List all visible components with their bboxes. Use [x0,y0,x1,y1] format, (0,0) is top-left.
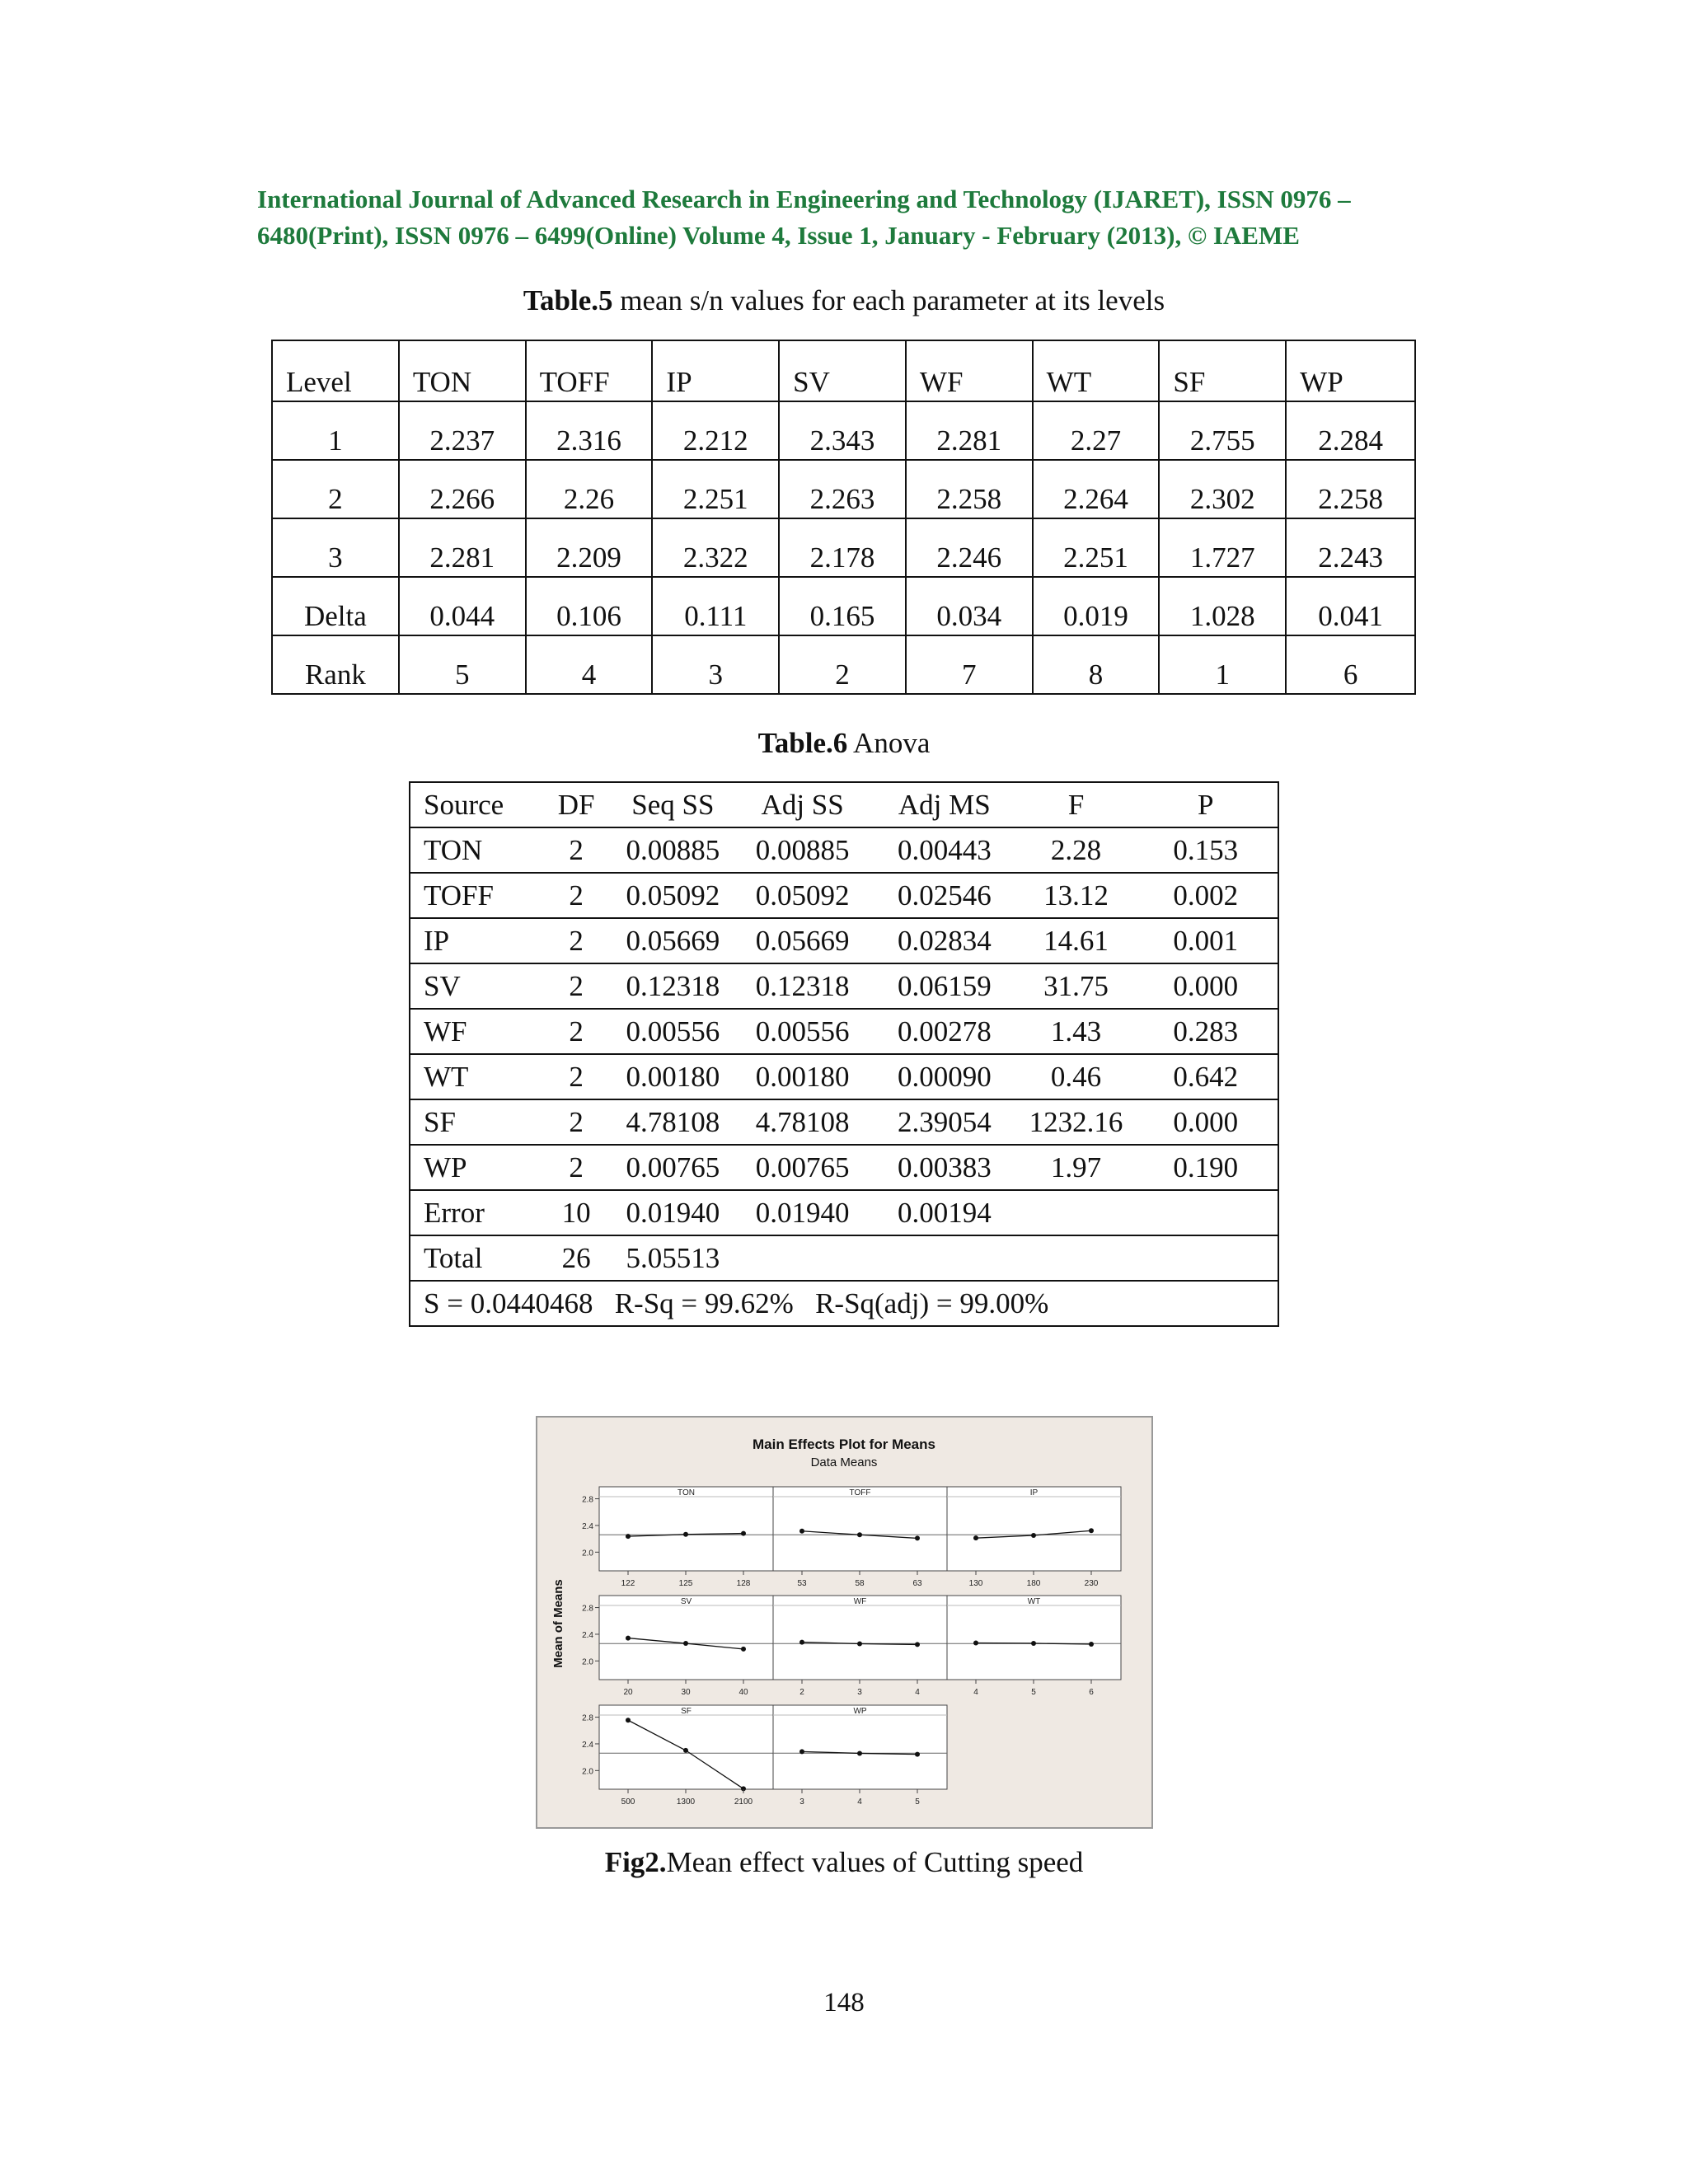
table5-cell: 2.302 [1159,460,1286,518]
table6-cell: 5.05513 [612,1235,735,1281]
x-tick-label: 1300 [676,1797,696,1807]
table6-cell: 0.02834 [870,918,1019,963]
table6-cell: 1.97 [1019,1145,1134,1190]
table6-cell: 13.12 [1019,873,1134,918]
table5-cell: 2.209 [526,518,653,577]
main-effects-figure [536,1416,1153,1829]
table6-cell [1133,1190,1278,1235]
table6-row [410,1099,1278,1145]
table6-cell: 0.00090 [870,1054,1019,1099]
table5-cell: 0.034 [906,577,1033,635]
panel-frame-wp [773,1705,947,1789]
table5-cell: 2.258 [1286,460,1415,518]
x-tick-label: 500 [621,1797,635,1807]
data-point [626,1636,631,1641]
chart-panels [582,1487,1121,1807]
table6-cell: 2 [542,1009,612,1054]
y-tick-label: 2.4 [582,1740,593,1750]
table5-cell: 1.028 [1159,577,1286,635]
x-tick-label: 40 [738,1688,748,1697]
table6-cell: 0.00278 [870,1009,1019,1054]
table6-cell: 0.12318 [612,963,735,1009]
table6-cell: 0.153 [1133,827,1278,873]
table6-cell [1019,1235,1134,1281]
data-point [683,1748,688,1753]
table6-cell: TON [410,827,542,873]
table5-cell: 2.284 [1286,401,1415,460]
table5-cell: 0.041 [1286,577,1415,635]
table6-cell: 14.61 [1019,918,1134,963]
table6-cell: 31.75 [1019,963,1134,1009]
table5-cell: 6 [1286,635,1415,694]
table5-row [272,401,1415,460]
table6-header-cell: F [1019,782,1134,827]
panel-label-toff: TOFF [849,1488,871,1497]
table5-cell: 2.246 [906,518,1033,577]
table5-cell: 2.264 [1033,460,1160,518]
y-tick-label: 2.4 [582,1630,593,1640]
table6-cell: SV [410,963,542,1009]
data-point [1031,1533,1036,1538]
table6-cell: 0.01940 [612,1190,735,1235]
table6-cell [734,1235,870,1281]
panel-label-sf: SF [681,1707,692,1716]
panel-frame-wf [773,1596,947,1680]
data-point [915,1535,920,1540]
table6-cell: 0.46 [1019,1054,1134,1099]
table5-cell: 2.27 [1033,401,1160,460]
panel-label-wt: WT [1027,1597,1041,1606]
table6-header-cell: P [1133,782,1278,827]
data-point [915,1752,920,1757]
table6-cell: 0.00443 [870,827,1019,873]
table5-row [272,577,1415,635]
anova-table [409,781,1279,1327]
table5-header-cell: WP [1286,340,1415,401]
x-tick-label: 3 [799,1797,804,1807]
x-tick-label: 5 [1031,1688,1036,1697]
table5-header-cell: SF [1159,340,1286,401]
table6-row [410,1190,1278,1235]
table5-cell: 2.281 [399,518,526,577]
table6-header-cell: Source [410,782,542,827]
table6-caption-label: Table.6 [757,727,848,759]
table6-cell: 0.05669 [612,918,735,963]
table6-cell: 2 [542,873,612,918]
x-tick-label: 5 [915,1797,920,1807]
table6-cell: SF [410,1099,542,1145]
x-tick-label: 4 [857,1797,862,1807]
journal-header [257,181,1461,254]
table6-cell: 2.28 [1019,827,1134,873]
table5-cell: 1 [272,401,399,460]
table5-header-row [272,340,1415,401]
panel-label-ip: IP [1029,1488,1039,1497]
table6-cell: 1.43 [1019,1009,1134,1054]
data-point [741,1531,746,1536]
table5-cell: 2.343 [779,401,906,460]
table5-cell: 2.26 [526,460,653,518]
table6-cell: 2 [542,1054,612,1099]
table5-cell: 2.178 [779,518,906,577]
data-point [857,1750,862,1755]
table5-header-cell: TOFF [526,340,653,401]
table6-cell: 0.00194 [870,1190,1019,1235]
x-tick-label: 3 [857,1688,862,1697]
table6-row [410,918,1278,963]
table5-header-cell: WT [1033,340,1160,401]
table5-cell: 2.251 [652,460,779,518]
table5-row [272,635,1415,694]
panel-frame-toff [773,1487,947,1571]
x-tick-label: 53 [797,1579,807,1588]
data-point [799,1640,804,1645]
table5-caption-text: mean s/n values for each parameter at its levels [612,284,1165,316]
x-tick-label: 4 [915,1688,920,1697]
x-tick-label: 63 [912,1579,922,1588]
table5-cell: 2.212 [652,401,779,460]
table6-caption [0,727,1688,760]
table6-cell [1133,1235,1278,1281]
table6-cell: 2 [542,918,612,963]
data-point [973,1535,978,1540]
table6-cell: 0.00885 [734,827,870,873]
table6-cell: 2 [542,827,612,873]
table6-cell: 10 [542,1190,612,1235]
table5-cell: 7 [906,635,1033,694]
table6-cell: 2.39054 [870,1099,1019,1145]
table5-cell: 2.263 [779,460,906,518]
table6-cell: 0.00180 [612,1054,735,1099]
x-tick-label: 128 [736,1579,751,1588]
data-point [683,1641,688,1646]
table6-cell: 0.00885 [612,827,735,873]
table6-row [410,827,1278,873]
panel-frame-ton [599,1487,773,1571]
table5-header-cell: SV [779,340,906,401]
table6-cell: 4.78108 [734,1099,870,1145]
x-tick-label: 20 [623,1688,633,1697]
data-point [915,1642,920,1647]
y-tick-label: 2.0 [582,1657,593,1667]
table6-cell: 0.00556 [612,1009,735,1054]
data-point [857,1532,862,1537]
figure-caption-text: Mean effect values of Cutting speed [666,1846,1084,1878]
table6-caption-text: Anova [847,727,931,759]
x-tick-label: 4 [973,1688,978,1697]
table6-cell: 0.000 [1133,1099,1278,1145]
table6-cell: 0.05092 [734,873,870,918]
data-point [799,1529,804,1534]
table5-cell: 4 [526,635,653,694]
table5-cell: 0.044 [399,577,526,635]
table5-cell: 2.258 [906,460,1033,518]
panel-frame-sv [599,1596,773,1680]
table6-header-cell: Seq SS [612,782,735,827]
x-tick-label: 230 [1084,1579,1099,1588]
table5-caption-label: Table.5 [523,284,613,316]
table6-cell: 0.12318 [734,963,870,1009]
table5-caption [0,284,1688,317]
table5-cell: 0.019 [1033,577,1160,635]
table5-cell: 8 [1033,635,1160,694]
table6-cell: 4.78108 [612,1099,735,1145]
table6-summary: S = 0.0440468 R-Sq = 99.62% R-Sq(adj) = 99.00% [410,1281,1278,1326]
table6-row [410,1009,1278,1054]
table6-cell: 1232.16 [1019,1099,1134,1145]
table5-cell: 2.251 [1033,518,1160,577]
data-point [741,1647,746,1652]
table5-cell: 2.316 [526,401,653,460]
data-point [857,1641,862,1646]
table6-row [410,1145,1278,1190]
table6-cell: TOFF [410,873,542,918]
x-tick-label: 180 [1026,1579,1041,1588]
x-tick-label: 130 [968,1579,983,1588]
table6-row [410,963,1278,1009]
data-point [973,1640,978,1645]
table6-cell: 0.642 [1133,1054,1278,1099]
figure-caption-label: Fig2. [604,1846,667,1878]
table5-row [272,518,1415,577]
y-tick-label: 2.0 [582,1549,593,1558]
table6-cell [1019,1190,1134,1235]
table5-cell: 2 [272,460,399,518]
table5-cell: 1 [1159,635,1286,694]
table6-cell: 0.06159 [870,963,1019,1009]
figure-caption [0,1846,1688,1879]
page-number: 148 [823,1988,865,2018]
table6-header-cell: Adj SS [734,782,870,827]
panel-label-sv: SV [680,1597,692,1606]
data-point [626,1718,631,1722]
data-point [683,1532,688,1537]
table6-cell: 0.00765 [612,1145,735,1190]
main-effects-plot [537,1418,1151,1827]
table6-cell: 0.190 [1133,1145,1278,1190]
x-tick-label: 122 [621,1579,635,1588]
table5-cell: 3 [652,635,779,694]
chart-subtitle: Data Means [810,1455,878,1469]
x-tick-label: 125 [678,1579,693,1588]
table6-cell: WF [410,1009,542,1054]
chart-title: Main Effects Plot for Means [753,1436,935,1452]
journal-header-line1: International Journal of Advanced Research in Engineering and Technology (IJARET), ISSN 0976 – [257,185,1351,213]
table6-cell: WP [410,1145,542,1190]
table6-cell: 0.00383 [870,1145,1019,1190]
x-tick-label: 30 [681,1688,691,1697]
y-tick-label: 2.8 [582,1713,593,1723]
table5-cell: 2.281 [906,401,1033,460]
table5-cell: 3 [272,518,399,577]
table6-cell: 0.283 [1133,1009,1278,1054]
table6-cell: 2 [542,1099,612,1145]
table6-cell: 0.05669 [734,918,870,963]
data-point [1089,1528,1094,1533]
table6-header-row [410,782,1278,827]
y-tick-label: 2.0 [582,1767,593,1777]
panel-label-wp: WP [853,1707,867,1716]
mean-sn-table [271,340,1416,695]
y-tick-label: 2.8 [582,1495,593,1505]
panel-label-ton: TON [678,1488,695,1497]
table6-row [410,873,1278,918]
x-tick-label: 6 [1089,1688,1094,1697]
journal-header-line2: 6480(Print), ISSN 0976 – 6499(Online) Volume 4, Issue 1, January - February (2013), © IAEME [257,221,1300,250]
panel-label-wf: WF [853,1597,867,1606]
table6-cell: 0.00180 [734,1054,870,1099]
table6-cell: 0.05092 [612,873,735,918]
data-point [1031,1641,1036,1646]
y-axis-label: Mean of Means [551,1579,565,1668]
table5-cell: 2.243 [1286,518,1415,577]
table6-cell: IP [410,918,542,963]
table6-row [410,1054,1278,1099]
table6-cell: 0.002 [1133,873,1278,918]
table6-cell: 0.001 [1133,918,1278,963]
panel-frame-sf [599,1705,773,1789]
table5-cell: 0.165 [779,577,906,635]
table6-cell: 0.00765 [734,1145,870,1190]
y-tick-label: 2.4 [582,1521,593,1531]
table6-cell: 26 [542,1235,612,1281]
x-tick-label: 58 [855,1579,865,1588]
table6-cell: 0.01940 [734,1190,870,1235]
table6-header-cell: DF [542,782,612,827]
table6-cell [870,1235,1019,1281]
table5-cell: 0.111 [652,577,779,635]
x-tick-label: 2 [799,1688,804,1697]
table5-cell: 2.322 [652,518,779,577]
table6-header-cell: Adj MS [870,782,1019,827]
table5-cell: 2.755 [1159,401,1286,460]
table5-cell: 1.727 [1159,518,1286,577]
table5-cell: 2.237 [399,401,526,460]
table5-cell: 2.266 [399,460,526,518]
table6-cell: 0.000 [1133,963,1278,1009]
data-point [799,1749,804,1754]
x-tick-label: 2100 [734,1797,753,1807]
y-tick-label: 2.8 [582,1604,593,1614]
table6-cell: 2 [542,963,612,1009]
panel-frame-wt [947,1596,1121,1680]
table5-cell: 0.106 [526,577,653,635]
table5-cell: 2 [779,635,906,694]
panel-frame-ip [947,1487,1121,1571]
table6-cell: 2 [542,1145,612,1190]
table5-header-cell: Level [272,340,399,401]
table6-cell: 0.00556 [734,1009,870,1054]
table5-header-cell: TON [399,340,526,401]
table6-cell: WT [410,1054,542,1099]
table6-cell: Total [410,1235,542,1281]
table6-cell: 0.02546 [870,873,1019,918]
table5-cell: Rank [272,635,399,694]
data-point [626,1534,631,1539]
table6-cell: Error [410,1190,542,1235]
table5-cell: Delta [272,577,399,635]
table6-footer-row [410,1281,1278,1326]
table5-cell: 5 [399,635,526,694]
table5-header-cell: WF [906,340,1033,401]
table6-row [410,1235,1278,1281]
table5-header-cell: IP [652,340,779,401]
table5-row [272,460,1415,518]
data-point [1089,1642,1094,1647]
